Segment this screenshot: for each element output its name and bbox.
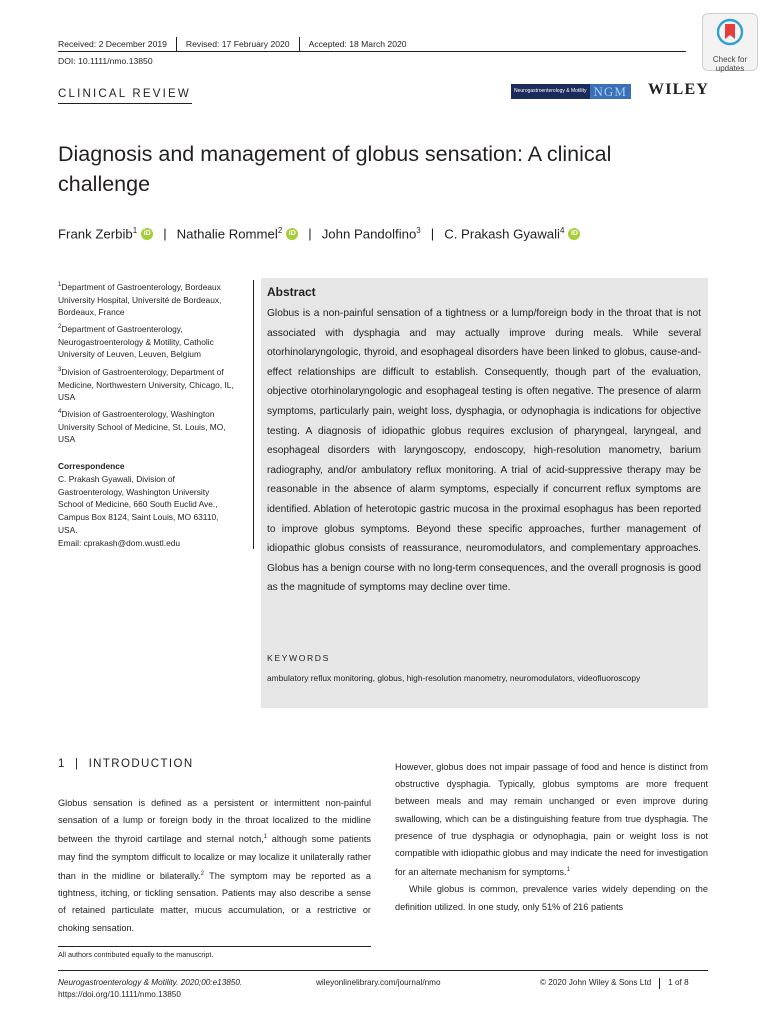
article-title: Diagnosis and management of globus sensation: A clinical challenge [58,142,612,196]
correspondence [58,460,244,550]
journal-url[interactable]: wileyonlinelibrary.com/journal/nmo [316,978,441,987]
divider [176,37,177,51]
abstract-text: Globus is a non-painful sensation of a tightness or a lump/foreign body in the throat that is not associated with dysphagia and may actually improve during meals. While several otorhinolaryngologic, thyroid, and esophageal disorders have been linked to globus, cause-and-effect relationships are difficult to establish. Consequently, though part of the evaluation, objective otorhinolaryngologic and esophageal testing is often negative. The presence of alarm symptoms, particularly pain, weight loss, dysphagia, or odynophagia is indications for objective testing. A diagnosis of idiopathic globus requires exclusion of pharyngeal, laryngeal, and esophageal disorders with laryngoscopy, endoscopy, high-resolution manometry, barium radiography, and/or ambulatory reflux monitoring. A trial of acid-suppressive therapy may be reasonable in the absence of alarm symptoms, especially if concurrent reflux symptoms are identified. Ablation of heterotopic gastric mucosa in the proximal esophagus has been reported to improve globus symptoms. Beyond these specific approaches, further management of idiopathic globus consists of reassurance, neuromodulators, and complementary approaches. Globus has a benign course with no long-term consequences, and the overall prognosis is good as the magnitude of symptoms may decline over time. [267,308,701,594]
copyright: © 2020 John Wiley & Sons Ltd [540,978,652,987]
correspondence-line: C. Prakash Gyawali, Division of [58,473,175,484]
correspondence-line: Gastroenterology, Washington University [58,486,210,497]
divider [659,978,660,989]
footer-rule [58,970,708,971]
article-dates [58,37,407,51]
received-date: Received: 2 December 2019 [58,39,167,49]
divider [299,37,300,51]
doi-link[interactable]: https://doi.org/10.1111/nmo.13850 [58,990,181,999]
footnote-rule [58,946,371,947]
correspondence-line: Campus Box 8124, Saint Louis, MO 63110, [58,512,219,523]
footnote: All authors contributed equally to the manuscript. [58,950,214,959]
citation-ref[interactable]: 1 [263,834,268,841]
footer-citation [58,977,242,1001]
paragraph: Globus sensation is defined as a persistent or intermittent non-painful sensation of a lump or foreign body in the throat localized to the midline between the thyroid cartilage and sternal notch,$^1$ although some patients may find the symptom difficult to localize or may localize it unilaterally rather than in the midline or bilaterally.$^2$ The symptom may be reported as a tightness, itching, or tickling sensation. Patients may also describe a sense of retained particulate matter, mucus accumulation, or a restrictive or choking sensation. [58,798,371,933]
author[interactable]: Frank Zerbib$^1$ [58,226,138,242]
journal-logo-initials: NGM [590,84,631,99]
keywords-heading: KEYWORDS [267,653,330,663]
affiliation: $^3$Division of Gastroenterology, Department of Medicine, Northwestern University, Chicago, IL, USA [58,366,234,403]
section-label-underline [58,103,192,104]
body-column-right [395,759,708,916]
accepted-date: Accepted: 18 March 2020 [308,39,407,49]
affiliation: $^4$Division of Gastroenterology, Washington University School of Medicine, St. Louis, MO, USA [58,408,226,445]
page-number: 1 of 8 [668,978,689,987]
journal-citation: Neurogastroenterology & Motility. 2020;00:e13850. [58,978,243,987]
journal-logo[interactable] [511,84,637,99]
orcid-icon[interactable]: iD [141,228,153,240]
check-for-updates-label: Check for updates [712,55,748,73]
author[interactable]: John Pandolfino$^3$ [321,226,421,242]
orcid-icon[interactable]: iD [568,228,580,240]
correspondence-email[interactable]: Email: cprakash@dom.wustl.edu [58,537,181,548]
check-for-updates-button[interactable] [702,13,758,71]
affiliation: $^2$Department of Gastroenterology, Neurogastroenterology & Motility, Catholic University of Leuven, Leuven, Belgium [58,323,214,360]
author[interactable]: C. Prakash Gyawali$^4$ [444,226,565,242]
bookmark-icon [716,18,744,48]
author-separator: | [163,226,167,242]
orcid-icon[interactable]: iD [286,228,298,240]
author-separator: | [308,226,312,242]
affiliation: $^1$Department of Gastroenterology, Bordeaux University Hospital, Université de Bordeaux, Bordeaux, France [58,281,222,318]
keywords-list: ambulatory reflux monitoring, globus, high-resolution manometry, neuromodulators, videofluoroscopy [267,673,641,683]
footer-right [540,977,689,989]
correspondence-heading: Correspondence [58,461,125,471]
citation-ref[interactable]: 1 [566,867,570,874]
body-column-left [58,795,371,937]
author-separator: | [430,226,435,242]
revised-date: Revised: 17 February 2020 [185,39,290,49]
column-divider [253,280,254,549]
header-rule [58,51,686,52]
citation-ref[interactable]: 2 [200,870,204,877]
doi[interactable]: DOI: 10.1111/nmo.13850 [58,56,153,66]
correspondence-line: School of Medicine, 660 South Euclid Ave., [58,499,218,510]
paragraph: While globus is common, prevalence varies widely depending on the definition utilized. In one study, only 51% of 216 patients [395,884,708,912]
section-label: CLINICAL REVIEW [58,88,191,100]
correspondence-line: USA. [58,524,78,535]
paragraph: However, globus does not impair passage of food and hence is distinct from obstructive dysphagia. Typically, globus symptoms are more frequent between meals and may remain unchanged or even improve during swallowing, which can be a distinguishing feature from true dysphagia. The presence of true dysphagia or odynophagia, pain or weight loss is not compatible with idiopathic globus and may indicate the need for investigation for an alternate mechanism for symptoms.$^1$ [395,762,708,878]
journal-logo-name: Neurogastroenterology & Motility [511,84,590,99]
author[interactable]: Nathalie Rommel$^2$ [176,226,283,242]
author-list [58,226,580,241]
abstract-heading: Abstract [267,285,316,299]
section-heading: 1 | INTRODUCTION [58,758,194,770]
publisher-logo[interactable]: WILEY [648,81,710,98]
